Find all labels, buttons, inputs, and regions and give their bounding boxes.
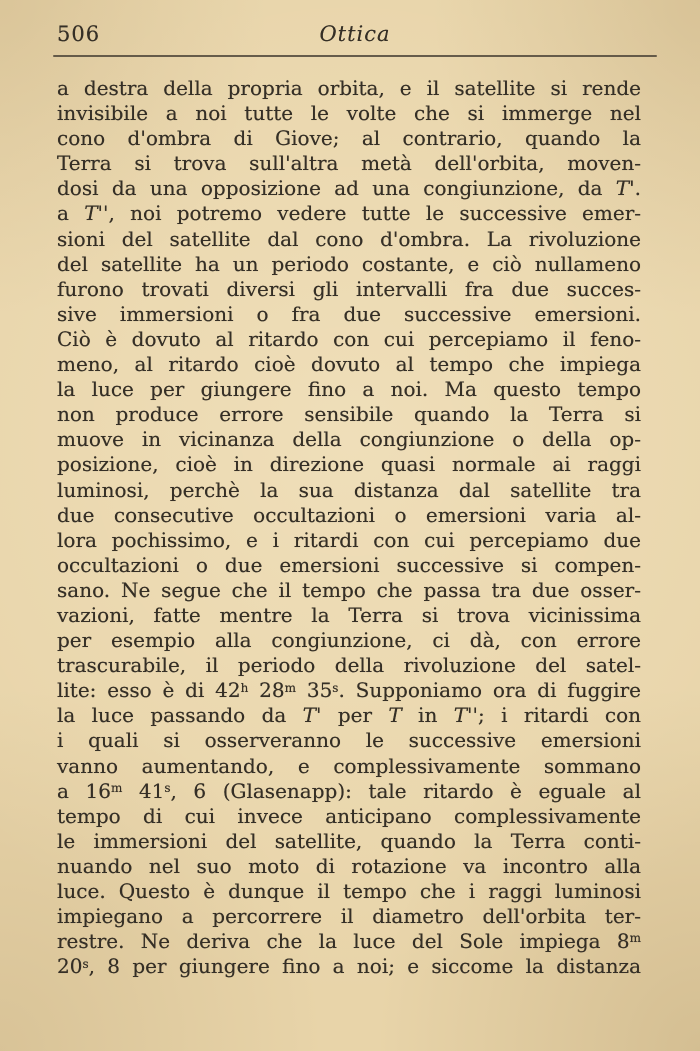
text-line: per esempio alla congiunzione, ci dà, con errore	[57, 628, 641, 653]
text-line: posizione, cioè in direzione quasi normale ai raggi	[57, 452, 641, 477]
text-line: invisibile a noi tutte le volte che si immerge nel	[57, 101, 641, 126]
text-line: due consecutive occultazioni o emersioni varia al-	[57, 502, 641, 527]
text-line: lite: esso è di 42$^h$ 28$^m$ 35$^s$. Supponiamo ora di fuggire	[57, 678, 641, 703]
text-line: vanno aumentando, e complessivamente sommano	[57, 753, 641, 778]
text-line: cono d'ombra di Giove; al contrario, quando la	[57, 126, 641, 151]
text-line: la luce passando da T' per T in T''; i ritardi con	[57, 703, 641, 728]
text-line: nuando nel suo moto di rotazione va incontro alla	[57, 853, 641, 878]
text-line: la luce per giungere fino a noi. Ma questo tempo	[57, 377, 641, 402]
text-line: sano. Ne segue che il tempo che passa tra due osser-	[57, 577, 641, 602]
text-line: Ciò è dovuto al ritardo con cui percepiamo il feno-	[57, 326, 641, 351]
text-line: luminosi, perchè la sua distanza dal satellite tra	[57, 477, 641, 502]
text-line: restre. Ne deriva che la luce del Sole impiega 8$^m$	[57, 929, 641, 954]
text-line: furono trovati diversi gli intervalli fra due succes-	[57, 276, 641, 301]
text-line: muove in vicinanza della congiunzione o della op-	[57, 427, 641, 452]
text-line: meno, al ritardo cioè dovuto al tempo che impiega	[57, 352, 641, 377]
text-line: a destra della propria orbita, e il satellite si rende	[57, 76, 641, 100]
running-title: Ottica	[319, 22, 391, 46]
text-line: i quali si osserveranno le successive emersioni	[57, 728, 641, 753]
text-line: Terra si trova sull'altra metà dell'orbita, moven-	[57, 151, 641, 176]
text-line: 20$^s$, 8 per giungere fino a noi; e siccome la distanza	[57, 954, 641, 979]
page-number: 506	[57, 22, 101, 46]
header-rule	[53, 55, 657, 57]
text-line: non produce errore sensibile quando la Terra si	[57, 402, 641, 427]
text-line: vazioni, fatte mentre la Terra si trova vicinissima	[57, 602, 641, 627]
text-line: dosi da una opposizione ad una congiunzione, da T'.	[57, 176, 641, 201]
text-line: lora pochissimo, e i ritardi con cui percepiamo due	[57, 527, 641, 552]
text-line: a 16$^m$ 41$^s$, 6 (Glasenapp): tale ritardo è eguale al	[57, 778, 641, 803]
text-line: sioni del satellite dal cono d'ombra. La rivoluzione	[57, 226, 641, 251]
text-line: le immersioni del satellite, quando la Terra conti-	[57, 828, 641, 853]
text-line: trascurabile, il periodo della rivoluzione del satel-	[57, 653, 641, 678]
text-line: tempo di cui invece anticipano complessivamente	[57, 803, 641, 828]
text-line: sive immersioni o fra due successive emersioni.	[57, 301, 641, 326]
text-line: luce. Questo è dunque il tempo che i raggi luminosi	[57, 879, 641, 903]
text-line: del satellite ha un periodo costante, e ciò nullameno	[57, 251, 641, 276]
body-text	[57, 76, 641, 979]
text-line: impiegano a percorrere il diametro dell'orbita ter-	[57, 904, 641, 929]
text-line: a T'', noi potremo vedere tutte le successive emer-	[57, 201, 642, 226]
text-line: occultazioni o due emersioni successive si compen-	[57, 552, 641, 577]
